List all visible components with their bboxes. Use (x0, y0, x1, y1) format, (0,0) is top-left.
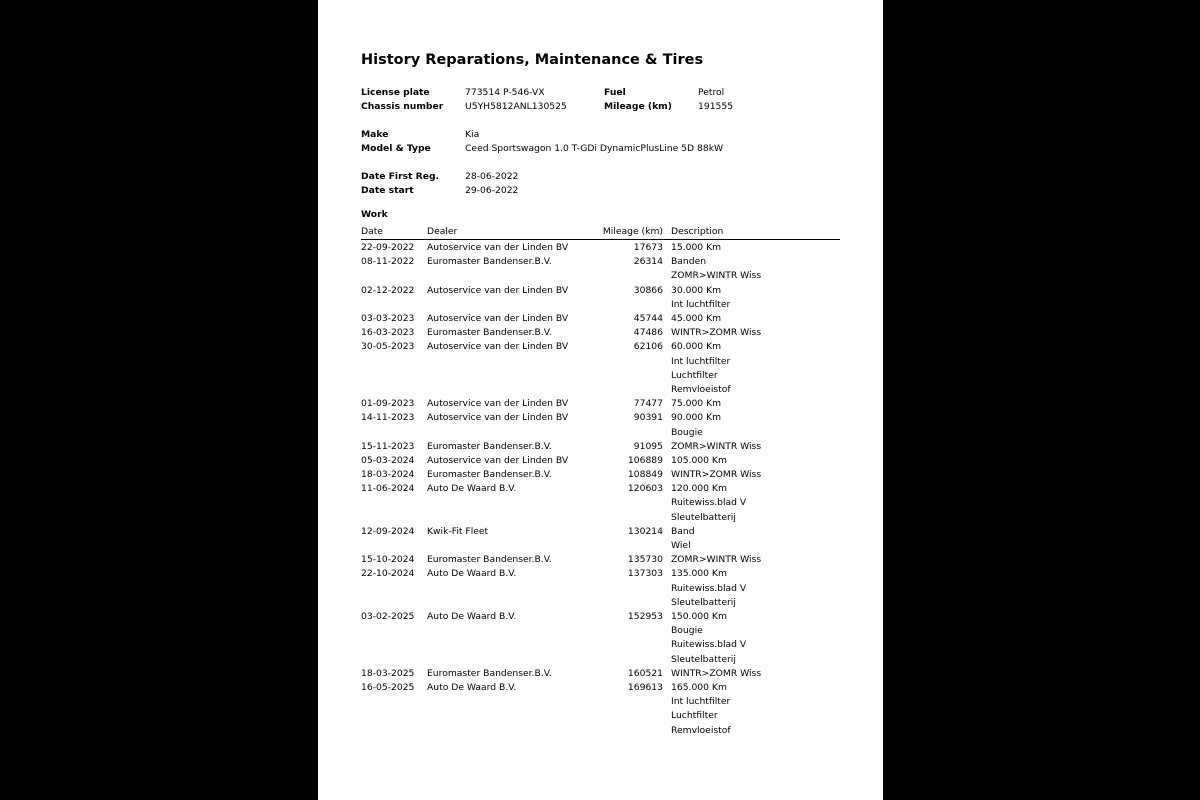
table-row (361, 567, 840, 610)
chassis-value: U5YH5812ANL130525 (465, 101, 567, 112)
row-description (671, 468, 761, 482)
description-line: Remvloeistof (671, 724, 731, 736)
row-description (671, 525, 695, 553)
row-mileage: 45744 (633, 312, 663, 324)
row-date: 08-11-2022 (361, 256, 415, 268)
row-description (671, 255, 761, 283)
model-value: Ceed Sportswagon 1.0 T-GDi DynamicPlusLine 5D 88kW (465, 143, 724, 154)
document-page (318, 0, 883, 800)
work-table-header (361, 226, 840, 240)
description-line: Remvloeistof (671, 383, 731, 395)
table-row (361, 553, 840, 567)
license-plate-value: 773514 P-546-VX (465, 87, 545, 98)
table-row (361, 482, 840, 525)
chassis-label: Chassis number (361, 101, 444, 112)
make-value: Kia (465, 129, 480, 140)
row-dealer: Autoservice van der Linden BV (427, 312, 569, 324)
description-line: 60.000 Km (671, 341, 722, 353)
work-heading: Work (361, 209, 388, 220)
row-date: 22-10-2024 (361, 568, 415, 580)
row-dealer: Euromaster Bandenser.B.V. (427, 554, 552, 566)
row-dealer: Auto De Waard B.V. (427, 483, 517, 495)
row-mileage: 90391 (633, 412, 663, 424)
table-row (361, 468, 840, 482)
row-dealer: Autoservice van der Linden BV (427, 412, 569, 424)
description-line: Band (671, 525, 695, 537)
row-mileage: 130214 (627, 525, 663, 537)
row-dealer: Euromaster Bandenser.B.V. (427, 256, 552, 268)
description-line: Ruitewiss.blad V (671, 639, 747, 651)
row-description (671, 340, 731, 397)
table-row (361, 610, 840, 667)
row-mileage: 106889 (627, 454, 663, 466)
row-description (671, 667, 761, 681)
date-start-value: 29-06-2022 (465, 185, 519, 196)
row-dealer: Kwik-Fit Fleet (427, 525, 489, 537)
mileage-label: Mileage (km) (604, 101, 672, 112)
table-row (361, 411, 840, 439)
row-mileage: 77477 (633, 398, 663, 410)
work-table (361, 226, 840, 738)
make-label: Make (361, 129, 389, 140)
row-dealer: Autoservice van der Linden BV (427, 398, 569, 410)
description-line: Wiel (671, 540, 691, 552)
description-line: 165.000 Km (671, 682, 727, 694)
table-row (361, 284, 840, 312)
row-description (671, 241, 721, 255)
row-description (671, 553, 761, 567)
description-line: Int luchtfilter (671, 298, 731, 310)
row-description (671, 681, 731, 738)
description-line: Bougie (671, 426, 703, 438)
row-description (671, 567, 746, 610)
row-description (671, 610, 746, 667)
description-line: 120.000 Km (671, 483, 727, 495)
row-description (671, 411, 721, 439)
description-line: WINTR>ZOMR Wiss (671, 469, 762, 481)
row-date: 30-05-2023 (361, 341, 415, 353)
table-row (361, 241, 840, 255)
column-header-description: Description (671, 226, 724, 237)
table-row (361, 255, 840, 283)
table-row (361, 667, 840, 681)
description-line: Sleutelbatterij (671, 511, 736, 523)
row-mileage: 160521 (627, 667, 663, 679)
mileage-value: 191555 (698, 101, 734, 112)
row-date: 22-09-2022 (361, 242, 415, 253)
fuel-value: Petrol (698, 87, 725, 98)
row-date: 01-09-2023 (361, 398, 415, 410)
description-line: Sleutelbatterij (671, 653, 736, 665)
description-line: 90.000 Km (671, 412, 722, 424)
description-line: Luchtfilter (671, 369, 718, 381)
row-date: 18-03-2024 (361, 469, 415, 481)
description-line: Ruitewiss.blad V (671, 497, 747, 509)
row-dealer: Autoservice van der Linden BV (427, 454, 569, 466)
row-description (671, 326, 761, 340)
first-reg-value: 28-06-2022 (465, 171, 519, 182)
first-reg-label: Date First Reg. (361, 171, 440, 182)
row-dealer: Euromaster Bandenser.B.V. (427, 469, 552, 481)
row-date: 14-11-2023 (361, 412, 415, 424)
row-description (671, 284, 730, 312)
description-line: Sleutelbatterij (671, 596, 736, 608)
row-date: 15-10-2024 (361, 554, 415, 566)
row-description (671, 454, 727, 468)
table-row (361, 397, 840, 411)
license-plate-label: License plate (361, 87, 430, 98)
row-description (671, 440, 761, 454)
description-line: ZOMR>WINTR Wiss (671, 440, 762, 452)
row-dealer: Autoservice van der Linden BV (427, 242, 569, 253)
row-dealer: Auto De Waard B.V. (427, 682, 517, 694)
description-line: 30.000 Km (671, 284, 722, 296)
description-line: Ruitewiss.blad V (671, 582, 747, 594)
description-line: 75.000 Km (671, 398, 722, 410)
description-line: WINTR>ZOMR Wiss (671, 327, 762, 339)
row-date: 03-03-2023 (361, 312, 415, 324)
row-description (671, 482, 746, 525)
row-date: 15-11-2023 (361, 440, 415, 452)
description-line: Bougie (671, 625, 703, 637)
row-mileage: 47486 (633, 327, 663, 339)
row-mileage: 169613 (627, 682, 663, 694)
row-mileage: 62106 (633, 341, 663, 353)
model-label: Model & Type (361, 143, 431, 154)
table-row (361, 340, 840, 397)
row-dealer: Autoservice van der Linden BV (427, 341, 569, 353)
page-title: History Reparations, Maintenance & Tires (361, 52, 704, 68)
row-dealer: Autoservice van der Linden BV (427, 284, 569, 296)
table-row (361, 312, 840, 326)
row-dealer: Euromaster Bandenser.B.V. (427, 440, 552, 452)
column-header-dealer: Dealer (427, 226, 458, 237)
description-line: 150.000 Km (671, 611, 727, 623)
row-mileage: 17673 (633, 242, 663, 253)
date-start-label: Date start (361, 185, 414, 196)
description-line: 105.000 Km (671, 454, 727, 466)
table-row (361, 440, 840, 454)
row-mileage: 26314 (633, 256, 663, 268)
row-date: 12-09-2024 (361, 525, 415, 537)
row-mileage: 108849 (627, 469, 663, 481)
description-line: ZOMR>WINTR Wiss (671, 270, 762, 282)
row-description (671, 397, 721, 411)
column-header-mileage: Mileage (km) (602, 226, 663, 237)
description-line: Int luchtfilter (671, 696, 731, 708)
description-line: Banden (671, 256, 707, 268)
table-row (361, 454, 840, 468)
row-date: 05-03-2024 (361, 454, 415, 466)
row-mileage: 135730 (627, 554, 663, 566)
description-line: 135.000 Km (671, 568, 727, 580)
description-line: 45.000 Km (671, 312, 722, 324)
table-row (361, 681, 840, 738)
row-date: 02-12-2022 (361, 284, 415, 296)
row-dealer: Auto De Waard B.V. (427, 611, 517, 623)
row-dealer: Auto De Waard B.V. (427, 568, 517, 580)
row-dealer: Euromaster Bandenser.B.V. (427, 667, 552, 679)
row-description (671, 312, 721, 326)
row-dealer: Euromaster Bandenser.B.V. (427, 327, 552, 339)
row-mileage: 91095 (633, 440, 663, 452)
row-date: 03-02-2025 (361, 611, 415, 623)
row-mileage: 30866 (633, 284, 663, 296)
table-row (361, 326, 840, 340)
row-mileage: 120603 (627, 483, 663, 495)
description-line: 15.000 Km (671, 242, 722, 253)
fuel-label: Fuel (604, 87, 626, 98)
work-table-body (361, 240, 840, 738)
row-date: 18-03-2025 (361, 667, 415, 679)
row-date: 16-03-2023 (361, 327, 415, 339)
row-date: 11-06-2024 (361, 483, 415, 495)
row-date: 16-05-2025 (361, 682, 415, 694)
description-line: ZOMR>WINTR Wiss (671, 554, 762, 566)
description-line: Int luchtfilter (671, 355, 731, 367)
row-mileage: 152953 (627, 611, 663, 623)
description-line: WINTR>ZOMR Wiss (671, 667, 762, 679)
column-header-date: Date (361, 226, 383, 237)
table-row (361, 525, 840, 553)
description-line: Luchtfilter (671, 710, 718, 722)
row-mileage: 137303 (627, 568, 663, 580)
